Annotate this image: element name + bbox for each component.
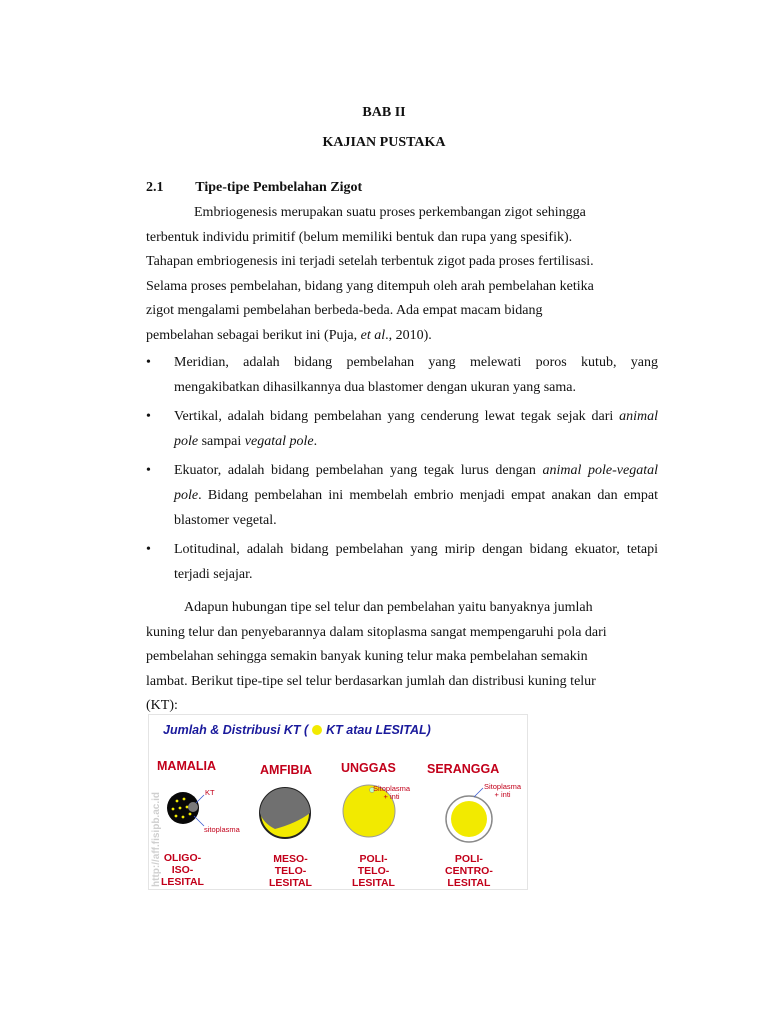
figure-title-b: KT atau LESITAL) (326, 723, 431, 737)
para2-line: pembelahan sehingga semakin banyak kuning telur maka pembelahan semakin (146, 649, 588, 664)
label-oligo-iso-lesital: OLIGO- ISO- LESITAL (161, 852, 204, 888)
chapter-number: BAB II (362, 105, 406, 120)
bullet-em: animal pole-vegatal pole (174, 463, 658, 503)
mesolecithal-egg (260, 788, 310, 838)
sitoplasma-inti-label-unggas: Sitoplasma + inti (373, 784, 411, 801)
bullet-text: . Bidang pembelahan ini membelah embrio menjadi empat anakan dan empat blastomer vegetal. (174, 488, 658, 528)
para1-citation-b: ., 2010). (385, 327, 432, 343)
oligolecithal-egg (167, 792, 204, 826)
para1-line (146, 324, 658, 349)
para2-line: Adapun hubungan tipe sel telur dan pembelahan yaitu banyaknya jumlah (184, 600, 593, 615)
para2-line: (KT): (146, 698, 178, 713)
para1-line: Selama proses pembelahan, bidang yang ditempuh oleh arah pembelahan ketika (146, 278, 594, 294)
para1-line: terbentuk individu primitif (belum memiliki bentuk dan rupa yang spesifik). (146, 229, 573, 245)
figure-title-a: Jumlah & Distribusi KT ( (163, 723, 309, 737)
bullet-text: Meridian, adalah bidang pembelahan yang melewati poros kutub, yang mengakibatkan dihasilkannya dua blastomer dengan ukuran yang sama. (174, 355, 658, 395)
category-serangga: SERANGGA (427, 762, 500, 776)
bullet-icon: • (146, 355, 151, 370)
label-poli-centro-lesital: POLI- CENTRO- LESITAL (445, 853, 493, 889)
section-number: 2.1 (146, 180, 164, 195)
category-amfibia: AMFIBIA (260, 763, 313, 777)
list-item (146, 350, 658, 400)
bullet-text: . (313, 434, 318, 449)
egg-type-figure (148, 714, 528, 890)
watermark-text: http://aff.fisipb.ac.id (151, 792, 162, 887)
bullet-em: vegatal pole (244, 434, 314, 449)
paragraph-yolk (146, 596, 658, 719)
para1-citation-em: et al (360, 327, 386, 343)
paragraph-embriogenesis (146, 201, 658, 348)
cleavage-plane-list (146, 350, 658, 591)
list-item (146, 458, 658, 533)
para1-citation-a: pembelahan sebagai berikut ini (Puja, (146, 327, 361, 343)
para1-line: zigot mengalami pembelahan berbeda-beda. Ada empat macam bidang (146, 303, 543, 318)
para1-line: Embriogenesis merupakan suatu proses perkembangan zigot sehingga (194, 205, 586, 220)
category-unggas: UNGGAS (341, 761, 396, 775)
para1-line: Tahapan embriogenesis ini terjadi setelah terbentuk zigot pada proses fertilisasi. (146, 254, 594, 269)
section-heading (146, 180, 362, 196)
list-item (146, 404, 658, 454)
para2-line: lambat. Berikut tipe-tipe sel telur berdasarkan jumlah dan distribusi kuning telur (146, 673, 596, 689)
bullet-text: sampai (198, 434, 245, 449)
bullet-text: Vertikal, adalah bidang pembelahan yang cenderung lewat tegak sejak dari (174, 409, 620, 424)
bullet-icon: • (146, 409, 151, 424)
label-poli-telo-lesital: POLI- TELO- LESITAL (352, 853, 395, 889)
label-meso-telo-lesital: MESO- TELO- LESITAL (269, 853, 312, 889)
category-mamalia: MAMALIA (157, 759, 217, 773)
sitoplasma-inti-label-serangga: Sitoplasma + inti (484, 782, 522, 799)
sitoplasma-label: sitoplasma (204, 825, 240, 834)
bullet-text: Ekuator, adalah bidang pembelahan yang tegak lurus dengan (174, 463, 543, 478)
bullet-em: animal pole (174, 409, 658, 449)
bullet-icon: • (146, 542, 151, 557)
list-item (146, 537, 658, 587)
chapter-title: KAJIAN PUSTAKA (322, 135, 446, 150)
bullet-text: Lotitudinal, adalah bidang pembelahan yang mirip dengan bidang ekuator, tetapi terjadi sejajar. (174, 542, 658, 582)
section-title: Tipe-tipe Pembelahan Zigot (195, 180, 363, 195)
para2-line: kuning telur dan penyebarannya dalam sitoplasma sangat mempengaruhi pola dari (146, 624, 607, 640)
kt-label: KT (205, 788, 215, 797)
bullet-icon: • (146, 463, 151, 478)
